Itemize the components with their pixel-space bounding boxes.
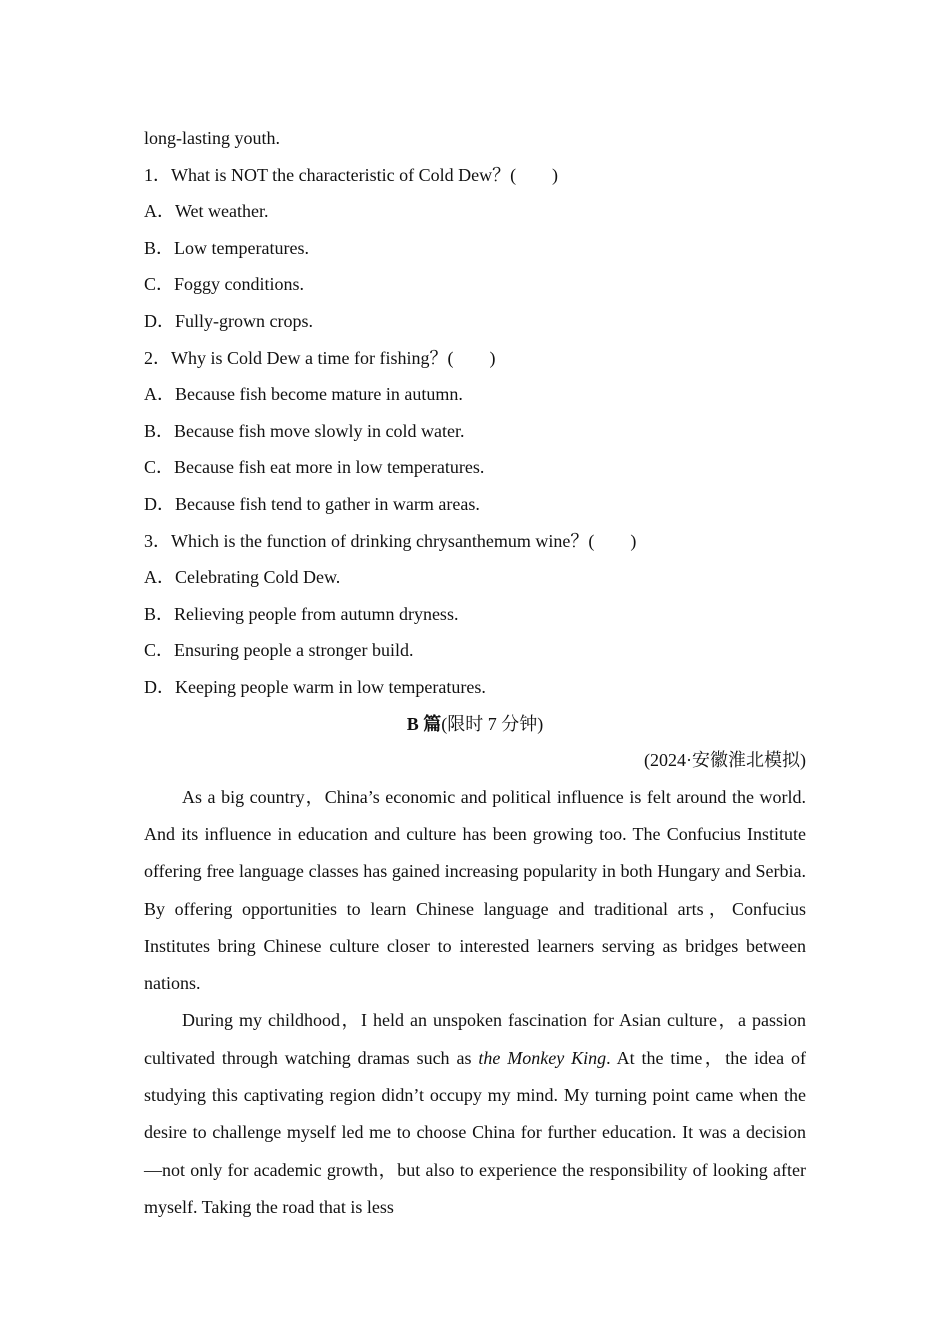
paragraph-2-text-after: . At the time，the idea of studying this captivating region didn’t occupy my mind. My turning point came when the desire to challenge myself led me to choose China for further education. It was a decision—not only for academic growth，but also to experience the responsibility of looking after myself. Taking the road that is less xyxy=(144,1047,806,1217)
section-time-limit: (限时 7 分钟) xyxy=(441,713,544,734)
document-page xyxy=(144,120,806,1226)
question-2-option-c: C．Because fish eat more in low temperatures. xyxy=(144,457,485,478)
section-source: (2024·安徽淮北模拟) xyxy=(644,750,806,771)
question-2-option-b: B．Because fish move slowly in cold water. xyxy=(144,420,465,441)
question-2-option-a: A．Because fish become mature in autumn. xyxy=(144,384,463,405)
drama-title: the Monkey King xyxy=(478,1047,607,1068)
question-3-option-a: A．Celebrating Cold Dew. xyxy=(144,567,341,588)
section-title-label: B 篇 xyxy=(406,713,442,734)
question-1-option-a: A．Wet weather. xyxy=(144,201,269,222)
question-1-option-d: D．Fully-grown crops. xyxy=(144,310,313,331)
question-2-option-d: D．Because fish tend to gather in warm areas. xyxy=(144,493,480,514)
question-3-option-c: C．Ensuring people a stronger build. xyxy=(144,640,414,661)
question-1-stem: 1．What is NOT the characteristic of Cold Dew？( ) xyxy=(144,164,559,185)
section-title xyxy=(144,706,806,743)
paragraph-2-text-before: During my childhood，I held an unspoken fascination for Asian culture，a passion cultivated through watching dramas such as xyxy=(144,1010,806,1068)
question-2-stem: 2．Why is Cold Dew a time for fishing？( ) xyxy=(144,347,496,368)
passage-paragraph-2 xyxy=(144,1002,806,1226)
question-3-option-d: D．Keeping people warm in low temperatures. xyxy=(144,676,486,697)
question-3-option-b: B．Relieving people from autumn dryness. xyxy=(144,603,459,624)
question-3-stem: 3．Which is the function of drinking chrysanthemum wine？( ) xyxy=(144,530,637,551)
question-1-option-c: C．Foggy conditions. xyxy=(144,274,305,295)
passage-paragraph-1: As a big country，China’s economic and political influence is felt around the world. And its influence in education and culture has been growing too. The Confucius Institute offering free language classes has gained increasing popularity in both Hungary and Serbia. By offering opportunities to learn Chinese language and traditional arts，Confucius Institutes bring Chinese culture closer to interested learners serving as bridges between nations. xyxy=(144,786,806,994)
question-1-option-b: B．Low temperatures. xyxy=(144,237,309,258)
lead-line: long-lasting youth. xyxy=(144,128,280,148)
